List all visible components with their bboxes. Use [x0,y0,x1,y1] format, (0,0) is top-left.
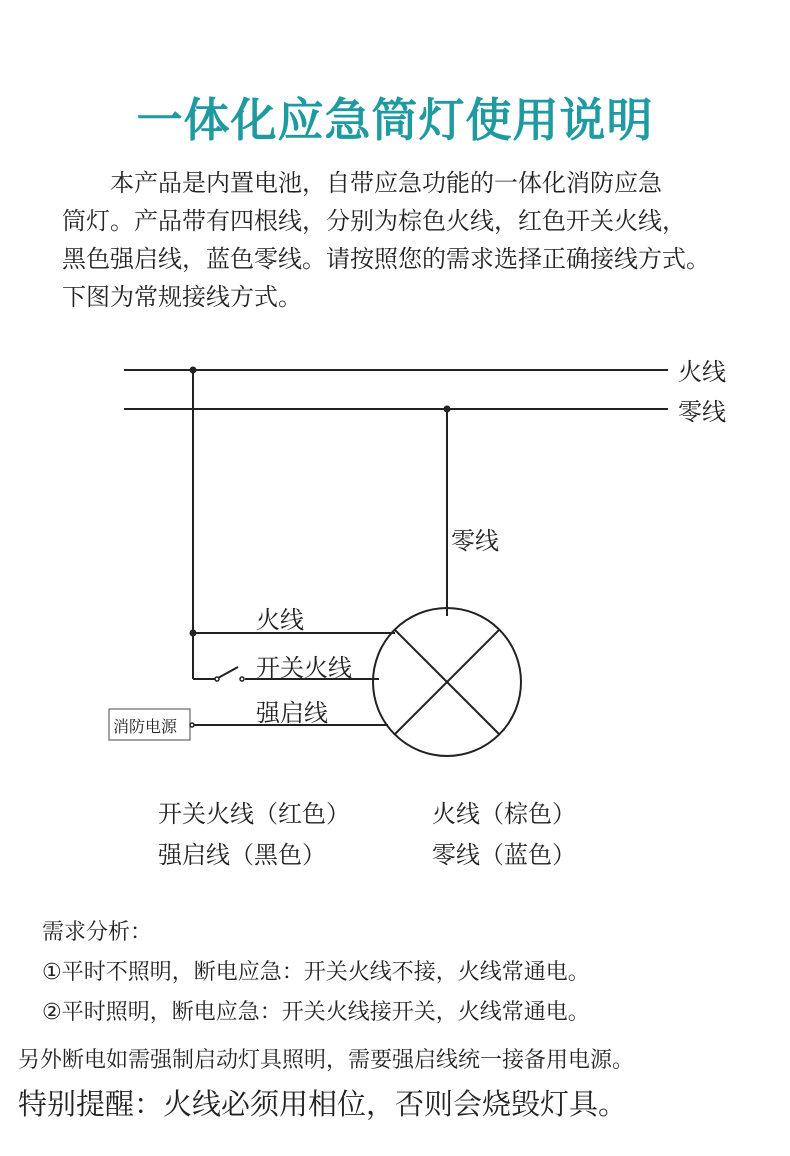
fire-power-label: 消防电源 [113,717,178,736]
backup-power-note: 另外断电如需强制启动灯具照明，需要强启线统一接备用电源。 [18,1048,635,1073]
analysis-item: ②平时照明，断电应急：开关火线接开关，火线常通电。 [42,1000,590,1025]
wiring-diagram [0,340,790,770]
page-title: 一体化应急筒灯使用说明 [136,93,654,147]
legend-switch-live: 开关火线（红色） [158,800,350,828]
intro-line: 本产品是内置电池，自带应急功能的一体化消防应急 [110,169,662,197]
intro-line: 黑色强启线，蓝色零线。请按照您的需求选择正确接线方式。 [62,245,710,273]
special-reminder: 特别提醒：火线必须用相位，否则会烧毁灯具。 [18,1087,628,1121]
legend-neutral: 零线（蓝色） [432,841,576,869]
lamp-live-label: 火线 [256,606,304,634]
bus-live-label: 火线 [678,358,726,386]
junction-dot [190,630,197,637]
legend-force-start: 强启线（黑色） [158,841,326,869]
intro-line: 下图为常规接线方式。 [62,283,302,311]
analysis-item: ①平时不照明，断电应急：开关火线不接，火线常通电。 [42,960,590,985]
switch-contact [215,677,219,681]
intro-paragraph [62,164,782,316]
intro-line: 筒灯。产品带有四根线，分别为棕色火线，红色开关火线， [62,207,686,235]
analysis-heading: 需求分析： [42,920,153,945]
legend-live: 火线（棕色） [432,800,576,828]
lamp-neutral-label: 零线 [451,527,499,555]
switch-live-label: 开关火线 [256,654,352,682]
fire-power-terminal [190,723,194,727]
force-start-label: 强启线 [256,699,328,727]
switch-contact [240,677,244,681]
junction-dot [190,367,197,374]
junction-dot [444,406,451,413]
bus-neutral-label: 零线 [678,398,726,426]
switch-blade [218,667,238,678]
